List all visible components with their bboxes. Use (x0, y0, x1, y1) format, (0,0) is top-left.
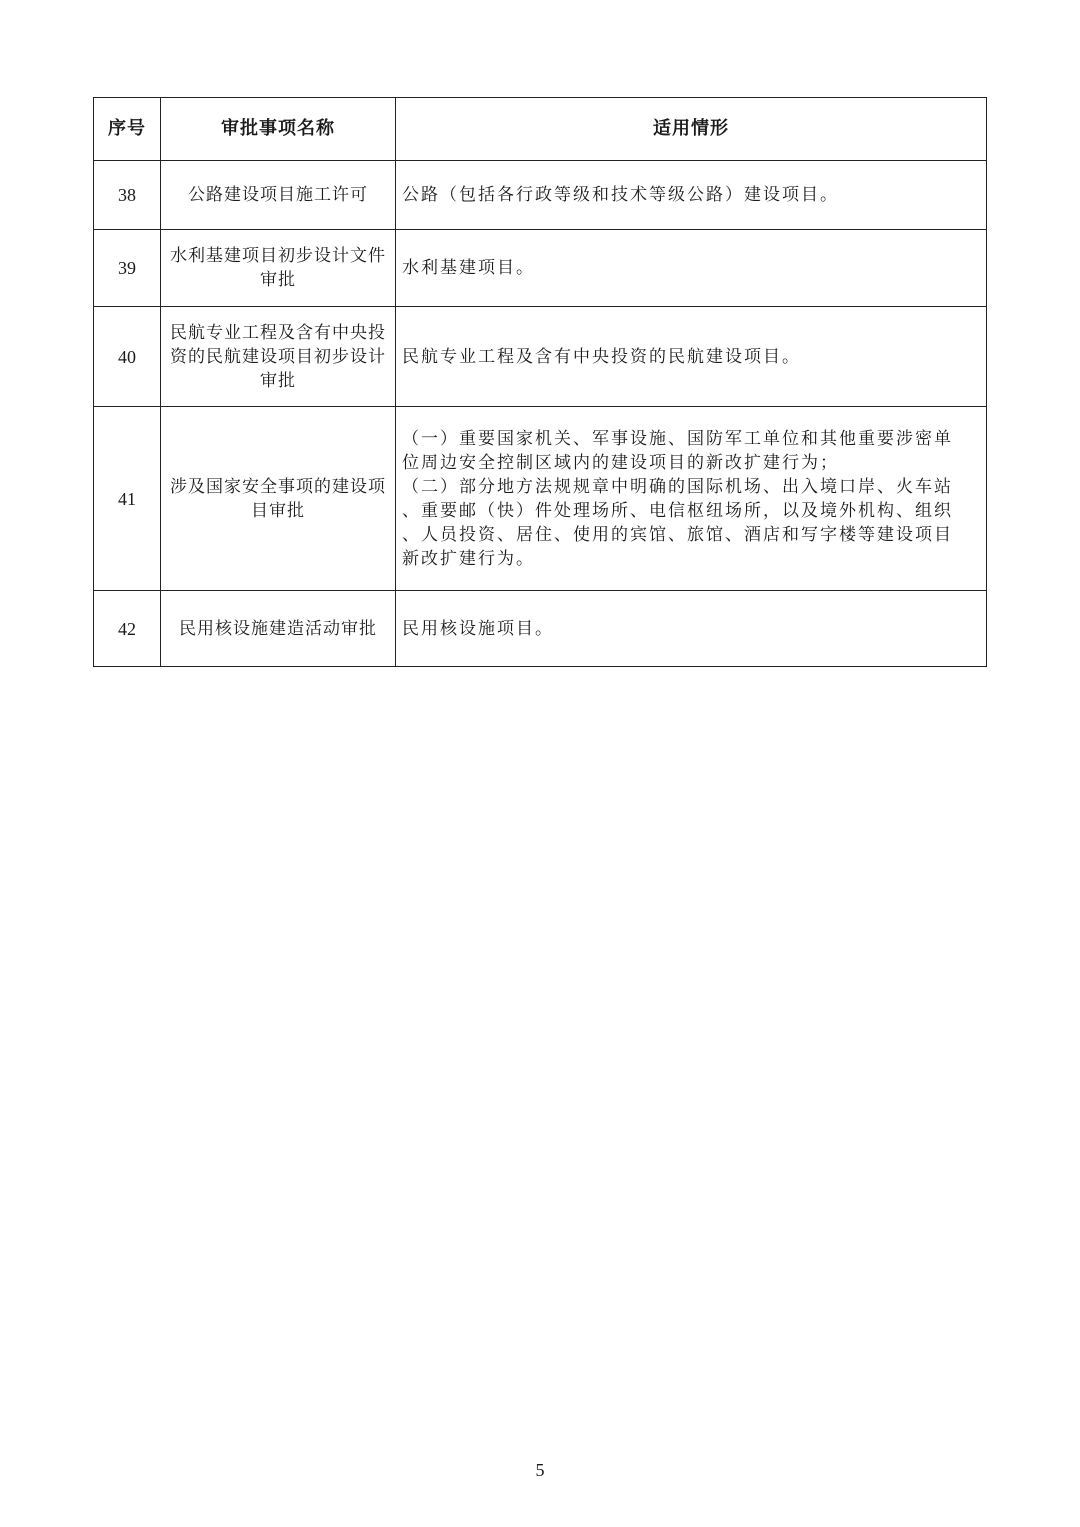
header-serial-number: 序号 (94, 98, 161, 161)
table-row (94, 591, 987, 667)
scope-line: 新改扩建行为。 (402, 548, 535, 569)
table-header-row (94, 98, 987, 161)
row-applicable-scope (396, 407, 987, 591)
table-row (94, 307, 987, 407)
scope-line: （二）部分地方法规规章中明确的国际机场、出入境口岸、火车站 (402, 476, 953, 497)
scope-line: （一）重要国家机关、军事设施、国防军工单位和其他重要涉密单 (402, 428, 953, 449)
scope-line: 水利基建项目。 (402, 258, 535, 278)
row-serial-number: 42 (94, 591, 161, 667)
row-serial-number: 38 (94, 161, 161, 230)
row-item-name: 公路建设项目施工许可 (161, 161, 396, 230)
row-item-name: 涉及国家安全事项的建设项目审批 (161, 407, 396, 591)
header-item-name: 审批事项名称 (161, 98, 396, 161)
header-applicable-scope: 适用情形 (396, 98, 987, 161)
table-row (94, 161, 987, 230)
row-serial-number: 40 (94, 307, 161, 407)
page-number: 5 (535, 1460, 545, 1480)
scope-line: 位周边安全控制区域内的建设项目的新改扩建行为； (402, 452, 839, 473)
table-row (94, 407, 987, 591)
scope-line: 民用核设施项目。 (402, 618, 554, 639)
row-applicable-scope (396, 591, 987, 667)
scope-line: 民航专业工程及含有中央投资的民航建设项目。 (402, 346, 801, 367)
row-serial-number: 41 (94, 407, 161, 591)
row-applicable-scope (396, 230, 987, 307)
scope-line: 、人员投资、居住、使用的宾馆、旅馆、酒店和写字楼等建设项目 (402, 524, 953, 545)
table-row (94, 230, 987, 307)
row-serial-number: 39 (94, 230, 161, 307)
scope-line: 公路（包括各行政等级和技术等级公路）建设项目。 (402, 185, 839, 205)
row-applicable-scope (396, 161, 987, 230)
row-item-name: 民用核设施建造活动审批 (161, 591, 396, 667)
row-item-name: 水利基建项目初步设计文件审批 (161, 230, 396, 307)
scope-line: 、重要邮（快）件处理场所、电信枢纽场所，以及境外机构、组织 (402, 500, 953, 521)
approval-items-table (93, 97, 987, 667)
row-applicable-scope (396, 307, 987, 407)
row-item-name: 民航专业工程及含有中央投资的民航建设项目初步设计审批 (161, 307, 396, 407)
